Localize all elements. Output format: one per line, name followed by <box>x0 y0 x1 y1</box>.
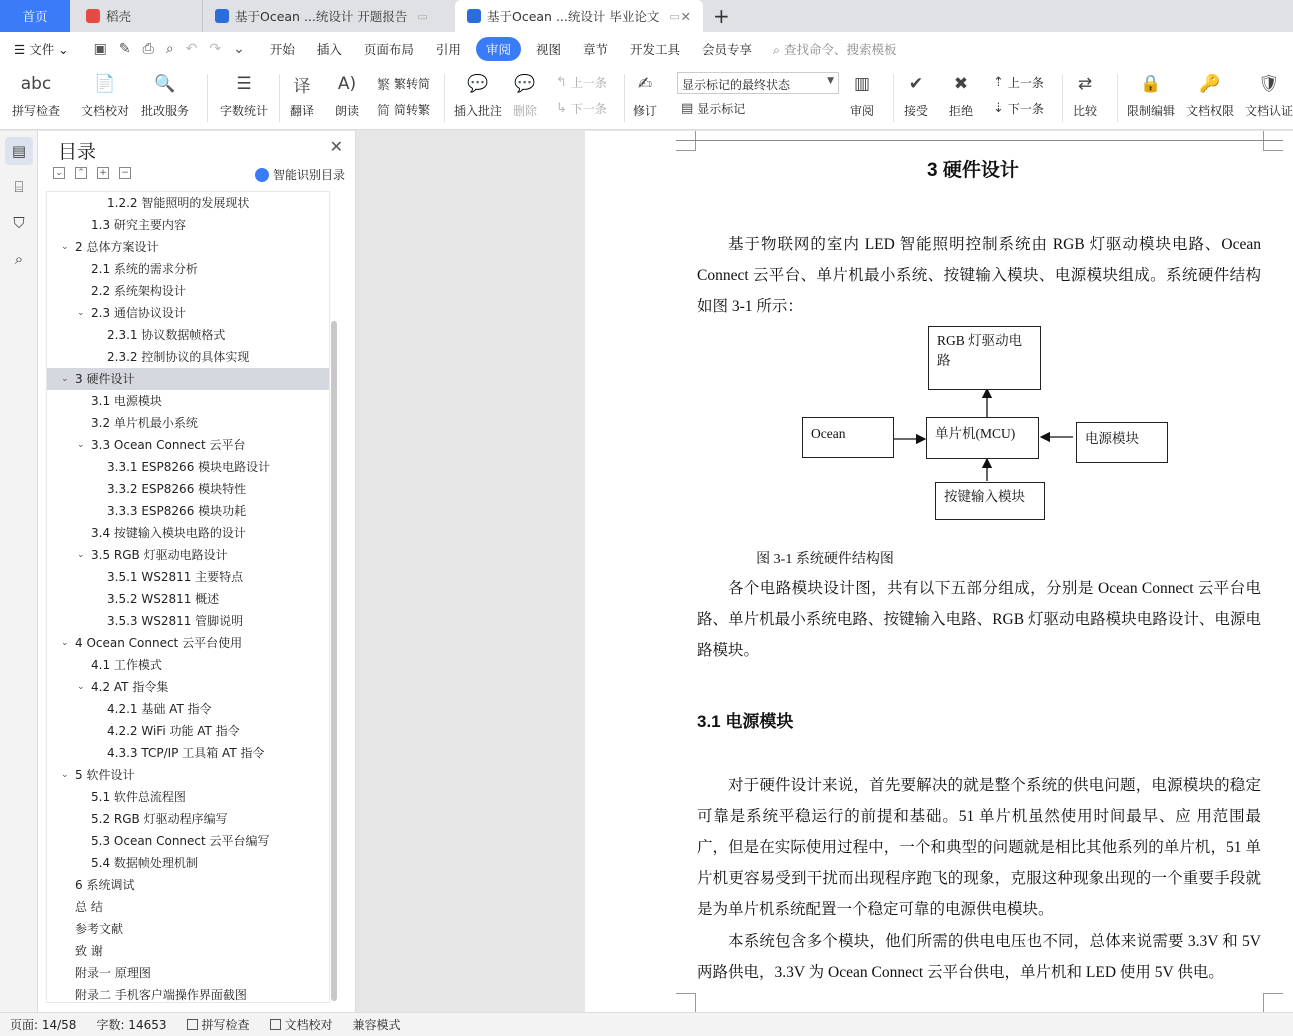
print-icon[interactable]: ⎙ <box>142 41 154 57</box>
toc-item-label: 3.5.2 WS2811 概述 <box>107 592 220 606</box>
paragraph-intro[interactable]: 基于物联网的室内 LED 智能照明控制系统由 RGB 灯驱动模块电路、Ocean Connect 云平台、单片机最小系统、按键输入模块、电源模块组成。系统硬件结构如图 3-1 所示： <box>697 236 1261 315</box>
smart-toc-button[interactable] <box>255 166 345 183</box>
box-power: 电源模块 <box>1076 422 1168 463</box>
toc-item[interactable] <box>47 478 329 500</box>
translate-icon: 译 <box>293 76 311 97</box>
spell-check-icon: abc <box>20 74 52 94</box>
toc-scrollbar[interactable] <box>331 321 337 1001</box>
heading-section-3-1: 3.1 电源模块 <box>697 712 794 731</box>
toc-item-label: 总 结 <box>75 900 103 914</box>
read-aloud-button[interactable] <box>334 70 360 119</box>
toc-title: 目录 <box>58 141 97 163</box>
menu-devtools[interactable]: 开发工具 <box>629 42 680 57</box>
delete-comment-button[interactable] <box>512 70 538 119</box>
comment-add-icon: 💬 <box>467 74 489 94</box>
close-icon[interactable]: ✕ <box>329 137 343 156</box>
menu-reference[interactable]: 引用 <box>435 42 461 57</box>
toc-item-label: 4.2.1 基础 AT 指令 <box>107 702 212 716</box>
tab-bar <box>0 0 1293 32</box>
proofread-button[interactable] <box>81 70 129 119</box>
menu-bar <box>0 32 1293 66</box>
file-menu[interactable]: ☰ 文件 ⌄ <box>14 42 69 57</box>
toc-item[interactable] <box>47 610 329 632</box>
toc-item-label: 参考文献 <box>75 922 124 936</box>
toc-item-label: 3.3.3 ESP8266 模块功耗 <box>107 504 247 518</box>
toc-item[interactable] <box>47 742 329 764</box>
tab-proposal-label: 基于Ocean ...统设计 开题报告 <box>235 9 408 24</box>
compare-icon: ⇄ <box>1077 74 1093 94</box>
word-doc-icon <box>215 9 229 23</box>
menu-view[interactable]: 视图 <box>535 42 561 57</box>
toc-item-label: 5.4 数据帧处理机制 <box>91 856 198 870</box>
print-preview-icon[interactable]: ⌕ <box>165 41 174 57</box>
file-menu-label: 文件 <box>29 42 55 57</box>
toc-item[interactable] <box>47 632 329 654</box>
crop-mark <box>1263 131 1283 151</box>
monitor-icon[interactable]: ▭ <box>669 9 680 23</box>
show-markup-label: 显示标记 <box>697 102 746 116</box>
prev-change-icon: ⇡ <box>993 75 1004 90</box>
word-count-label: 字数统计 <box>220 104 269 118</box>
toc-item[interactable] <box>47 720 329 742</box>
correction-label: 批改服务 <box>141 104 190 118</box>
show-markup-button[interactable] <box>681 100 745 117</box>
paragraph-power-1[interactable]: 对于硬件设计来说，首先要解决的就是整个系统的供电问题，电源模块的稳定可靠是系统平稳运行的前提和基础。51 单片机虽然使用时间最早、应 用范围最广，但是在实际使用过程中，一个和典型的问题就是相比其他系列的单片机，51 单片机更容易受到干扰而出现程序跑飞的现象，克服这种现象出现的一个重要手段就是为单片机系统配置一个稳定可靠的电源供电模块。 <box>697 777 1261 918</box>
bookmark-icon[interactable]: ⛉ <box>13 214 25 232</box>
simp-to-trad-button[interactable] <box>377 100 430 119</box>
review-pane-label: 审阅 <box>849 104 874 118</box>
toc-item-label: 附录一 原理图 <box>75 966 151 980</box>
status-spell-label: 拼写检查 <box>201 1018 250 1032</box>
toc-item-label: 2.2 系统架构设计 <box>91 284 186 298</box>
toc-item[interactable] <box>47 302 329 324</box>
tab-home-label: 首页 <box>22 9 48 24</box>
toc-item-label: 4.3.3 TCP/IP 工具箱 AT 指令 <box>107 746 265 760</box>
spell-check-button[interactable] <box>12 70 60 119</box>
word-count-icon: ☰ <box>236 74 252 94</box>
menu-member[interactable]: 会员专享 <box>702 42 753 57</box>
read-aloud-label: 朗读 <box>334 104 359 118</box>
toc-item[interactable] <box>47 324 329 346</box>
spell-check-label: 拼写检查 <box>12 104 61 118</box>
toc-item-label: 4.1 工作模式 <box>91 658 162 672</box>
toc-item-label: 2 总体方案设计 <box>75 240 159 254</box>
next-comment-button[interactable] <box>556 100 607 117</box>
box-rgb-driver: RGB 灯驱动电路 <box>928 326 1041 390</box>
toc-item-label: 2.1 系统的需求分析 <box>91 262 198 276</box>
menu-layout[interactable]: 页面布局 <box>363 42 414 57</box>
toc-item[interactable] <box>47 830 329 852</box>
cert-icon: 🛡 <box>1258 74 1280 94</box>
toc-item-label: 5.1 软件总流程图 <box>91 790 186 804</box>
prev-comment-button[interactable] <box>556 74 607 91</box>
menu-start[interactable]: 开始 <box>269 42 295 57</box>
word-count-button[interactable] <box>220 70 268 119</box>
compat-mode: 兼容模式 <box>352 1018 401 1032</box>
box-mcu: 单片机(MCU) <box>926 417 1039 459</box>
toc-item[interactable] <box>47 368 329 390</box>
proofread-label: 文档校对 <box>81 104 130 118</box>
monitor-icon[interactable]: ▭ <box>417 9 428 23</box>
chevron-down-icon[interactable]: ⌄ <box>77 440 85 450</box>
toc-item[interactable] <box>47 258 329 280</box>
accept-icon: ✔ <box>908 74 924 94</box>
quick-access <box>80 41 259 57</box>
reject-icon: ✖ <box>953 74 969 94</box>
toc-item-label: 3.4 按键输入模块电路的设计 <box>91 526 246 540</box>
toc-item-label: 3.5.3 WS2811 管脚说明 <box>107 614 244 628</box>
compare-button[interactable] <box>1072 70 1098 119</box>
box-key-input: 按键输入模块 <box>935 482 1045 520</box>
trad-to-simp-button[interactable] <box>377 74 430 93</box>
simp-icon: 简 <box>377 104 391 119</box>
toc-item[interactable] <box>47 588 329 610</box>
restrict-edit-button[interactable] <box>1127 70 1175 119</box>
review-pane-button[interactable] <box>849 70 875 119</box>
insert-comment-label: 插入批注 <box>454 104 503 118</box>
tab-home[interactable] <box>0 0 70 32</box>
toc-tools <box>53 167 131 179</box>
toc-item-label: 3.5 RGB 灯驱动电路设计 <box>91 548 228 562</box>
toc-item-label: 2.3.2 控制协议的具体实现 <box>107 350 250 364</box>
status-bar <box>0 1012 1293 1036</box>
comment-delete-icon: 💬 <box>514 74 536 94</box>
correction-service-button[interactable] <box>141 70 189 119</box>
next-change-label: 下一条 <box>1007 102 1044 116</box>
toc-item[interactable] <box>47 522 329 544</box>
toc-item-label: 2.3.1 协议数据帧格式 <box>107 328 226 342</box>
status-proof-label: 文档校对 <box>284 1018 333 1032</box>
new-tab-icon[interactable]: + <box>713 4 730 28</box>
page-indicator[interactable]: 页面: 14/58 <box>10 1018 77 1032</box>
chevron-down-icon[interactable]: ⌄ <box>77 682 85 692</box>
toc-item[interactable] <box>47 566 329 588</box>
next-comment-label: 下一条 <box>570 102 607 116</box>
box-ocean: Ocean <box>802 417 894 458</box>
nav-folder-icon[interactable]: ⌸ <box>14 178 24 196</box>
show-markup-icon: ▤ <box>681 101 694 116</box>
toc-list <box>46 191 330 1003</box>
toc-item[interactable] <box>47 192 329 214</box>
undo-icon[interactable]: ↶ <box>185 41 198 57</box>
restrict-edit-label: 限制编辑 <box>1127 104 1176 118</box>
expand-all-icon[interactable]: ⌄ <box>53 167 65 179</box>
toc-item[interactable] <box>47 698 329 720</box>
crop-mark <box>676 131 696 151</box>
prev-comment-label: 上一条 <box>570 76 607 90</box>
toc-item[interactable] <box>47 940 329 962</box>
toc-item[interactable] <box>47 808 329 830</box>
delete-comment-label: 删除 <box>512 104 537 118</box>
toc-item[interactable] <box>47 962 329 984</box>
paragraph-power-2[interactable]: 本系统包含多个模块，他们所需的供电电压也不同，总体来说需要 3.3V 和 5V 两路供电，3.3V 为 Ocean Connect 云平台供电，单片机和 LED 使用 5V 供电。 <box>697 933 1261 981</box>
toc-item-label: 3.3.1 ESP8266 模块电路设计 <box>107 460 271 474</box>
toc-item[interactable] <box>47 544 329 566</box>
toc-item-label: 附录二 手机客户端操作界面截图 <box>75 988 247 1002</box>
toc-item[interactable] <box>47 984 329 1003</box>
chevron-down-icon[interactable]: ⌄ <box>61 242 69 252</box>
toc-item-label: 5.2 RGB 灯驱动程序编写 <box>91 812 228 826</box>
prev-icon: ↰ <box>556 75 567 90</box>
tab-thesis[interactable] <box>455 0 703 32</box>
toc-item-label: 3 硬件设计 <box>75 372 135 386</box>
prev-change-button[interactable] <box>993 74 1044 91</box>
toc-item[interactable] <box>47 456 329 478</box>
chevron-down-icon[interactable]: ⌄ <box>61 770 69 780</box>
checkbox-icon <box>187 1019 198 1030</box>
track-changes-icon: ✍ <box>637 74 653 94</box>
trad-icon: 繁 <box>377 78 391 93</box>
toc-item-label: 5.3 Ocean Connect 云平台编写 <box>91 834 270 848</box>
permission-icon: 🔑 <box>1199 74 1221 94</box>
menu-chapter[interactable]: 章节 <box>582 42 608 57</box>
toc-item[interactable] <box>47 346 329 368</box>
chevron-down-icon[interactable]: ⌄ <box>77 308 85 318</box>
simp-label: 简转繁 <box>394 103 431 117</box>
search-icon: ⌕ <box>773 42 781 57</box>
search-icon[interactable]: ⌕ <box>14 250 24 268</box>
toc-item[interactable] <box>47 434 329 456</box>
toc-item-label: 1.3 研究主要内容 <box>91 218 186 232</box>
word-doc-icon <box>467 9 481 23</box>
toc-item[interactable] <box>47 412 329 434</box>
read-aloud-icon: A) <box>337 74 357 94</box>
toc-item-label: 6 系统调试 <box>75 878 135 892</box>
format-painter-icon[interactable]: ✎ <box>118 41 131 57</box>
trad-label: 繁转简 <box>394 77 431 91</box>
tab-docer-label: 稻壳 <box>106 9 132 24</box>
add-level-icon[interactable]: + <box>97 167 109 179</box>
toc-item-label: 4 Ocean Connect 云平台使用 <box>75 636 243 650</box>
tab-docer[interactable] <box>72 0 200 32</box>
doc-permission-label: 文档权限 <box>1186 104 1235 118</box>
toc-item[interactable] <box>47 390 329 412</box>
checkbox-icon <box>270 1019 281 1030</box>
accept-button[interactable] <box>903 70 929 119</box>
toc-item[interactable] <box>47 786 329 808</box>
side-toolbar <box>0 131 38 1012</box>
review-ribbon <box>0 66 1293 130</box>
remove-level-icon[interactable]: − <box>119 167 131 179</box>
toc-panel-icon[interactable]: ▤ <box>5 137 33 165</box>
collapse-all-icon[interactable]: ⌃ <box>75 167 87 179</box>
toc-item[interactable] <box>47 852 329 874</box>
track-changes-button[interactable] <box>632 70 658 119</box>
next-icon: ↳ <box>556 101 567 116</box>
docer-icon <box>86 9 100 23</box>
menu-insert[interactable]: 插入 <box>316 42 342 57</box>
reject-button[interactable] <box>948 70 974 119</box>
status-proofread[interactable] <box>260 1016 343 1033</box>
toc-item-label: 3.2 单片机最小系统 <box>91 416 198 430</box>
translate-button[interactable] <box>289 70 315 119</box>
menu-review[interactable]: 审阅 <box>476 37 521 61</box>
chevron-down-icon[interactable]: ⌄ <box>61 374 69 384</box>
smart-toc-label: 智能识别目录 <box>272 168 345 182</box>
crop-mark <box>676 993 696 1012</box>
figure-caption: 图 3-1 系统硬件结构图 <box>756 552 894 567</box>
doc-cert-button[interactable] <box>1245 70 1293 119</box>
command-search[interactable] <box>763 40 897 58</box>
toc-item[interactable] <box>47 874 329 896</box>
chevron-down-icon: ▼ <box>827 76 834 86</box>
close-tab-icon[interactable]: ✕ <box>680 8 691 24</box>
reject-label: 拒绝 <box>948 104 973 118</box>
tab-thesis-label: 基于Ocean ...统设计 毕业论文 <box>487 9 660 24</box>
insert-comment-button[interactable] <box>454 70 502 119</box>
lock-icon: 🔒 <box>1140 74 1162 94</box>
next-change-icon: ⇣ <box>993 101 1004 116</box>
toc-item-label: 3.3.2 ESP8266 模块特性 <box>107 482 247 496</box>
more-icon[interactable]: ⌄ <box>233 41 245 57</box>
chevron-down-icon[interactable]: ⌄ <box>77 550 85 560</box>
accept-label: 接受 <box>903 104 928 118</box>
tab-proposal[interactable] <box>202 0 452 32</box>
toc-item[interactable] <box>47 764 329 786</box>
command-search-text: 查找命令、搜索模板 <box>784 42 897 57</box>
toc-item-label: 3.1 电源模块 <box>91 394 162 408</box>
word-count-indicator[interactable]: 字数: 14653 <box>96 1018 167 1032</box>
proofread-icon: 📄 <box>94 74 116 94</box>
document-area <box>357 131 1293 1012</box>
chevron-down-icon[interactable]: ⌄ <box>61 638 69 648</box>
toc-item[interactable] <box>47 654 329 676</box>
status-spell-check[interactable] <box>177 1016 260 1033</box>
smart-icon <box>255 168 269 182</box>
track-changes-label: 修订 <box>632 104 657 118</box>
crop-mark <box>1263 993 1283 1012</box>
toc-item[interactable] <box>47 236 329 258</box>
save-icon[interactable]: ▣ <box>93 41 107 57</box>
toc-item[interactable] <box>47 676 329 698</box>
paragraph-modules[interactable]: 各个电路模块设计图，共有以下五部分组成，分别是 Ocean Connect 云平台电路、单片机最小系统电路、按键输入电路、RGB 灯驱动电路模块电路设计、电源电路模块。 <box>697 580 1261 659</box>
toc-item-label: 致 谢 <box>75 944 103 958</box>
translate-label: 翻译 <box>289 104 314 118</box>
toc-item-label: 1.2.2 智能照明的发展现状 <box>107 196 250 210</box>
toc-item-label: 4.2 AT 指令集 <box>91 680 169 694</box>
markup-state-select[interactable] <box>677 72 839 94</box>
toc-item[interactable] <box>47 918 329 940</box>
toc-item-label: 3.3 Ocean Connect 云平台 <box>91 438 246 452</box>
toc-item-label: 5 软件设计 <box>75 768 135 782</box>
doc-permission-button[interactable] <box>1186 70 1234 119</box>
toc-item-label: 3.5.1 WS2811 主要特点 <box>107 570 244 584</box>
compare-label: 比较 <box>1072 104 1097 118</box>
correction-icon: 🔍 <box>154 74 176 94</box>
markup-state-value: 显示标记的最终状态 <box>682 78 791 92</box>
toc-panel <box>38 131 356 1012</box>
heading-chapter: 3 硬件设计 <box>927 160 1019 181</box>
toc-item-label: 2.3 通信协议设计 <box>91 306 186 320</box>
toc-item-label: 4.2.2 WiFi 功能 AT 指令 <box>107 724 240 738</box>
toc-item[interactable] <box>47 214 329 236</box>
doc-cert-label: 文档认证 <box>1245 104 1293 118</box>
prev-change-label: 上一条 <box>1007 76 1044 90</box>
toc-item[interactable] <box>47 500 329 522</box>
review-pane-icon: ▥ <box>853 74 871 94</box>
redo-icon[interactable]: ↷ <box>209 41 222 57</box>
toc-item[interactable] <box>47 280 329 302</box>
toc-item[interactable] <box>47 896 329 918</box>
next-change-button[interactable] <box>993 100 1044 117</box>
